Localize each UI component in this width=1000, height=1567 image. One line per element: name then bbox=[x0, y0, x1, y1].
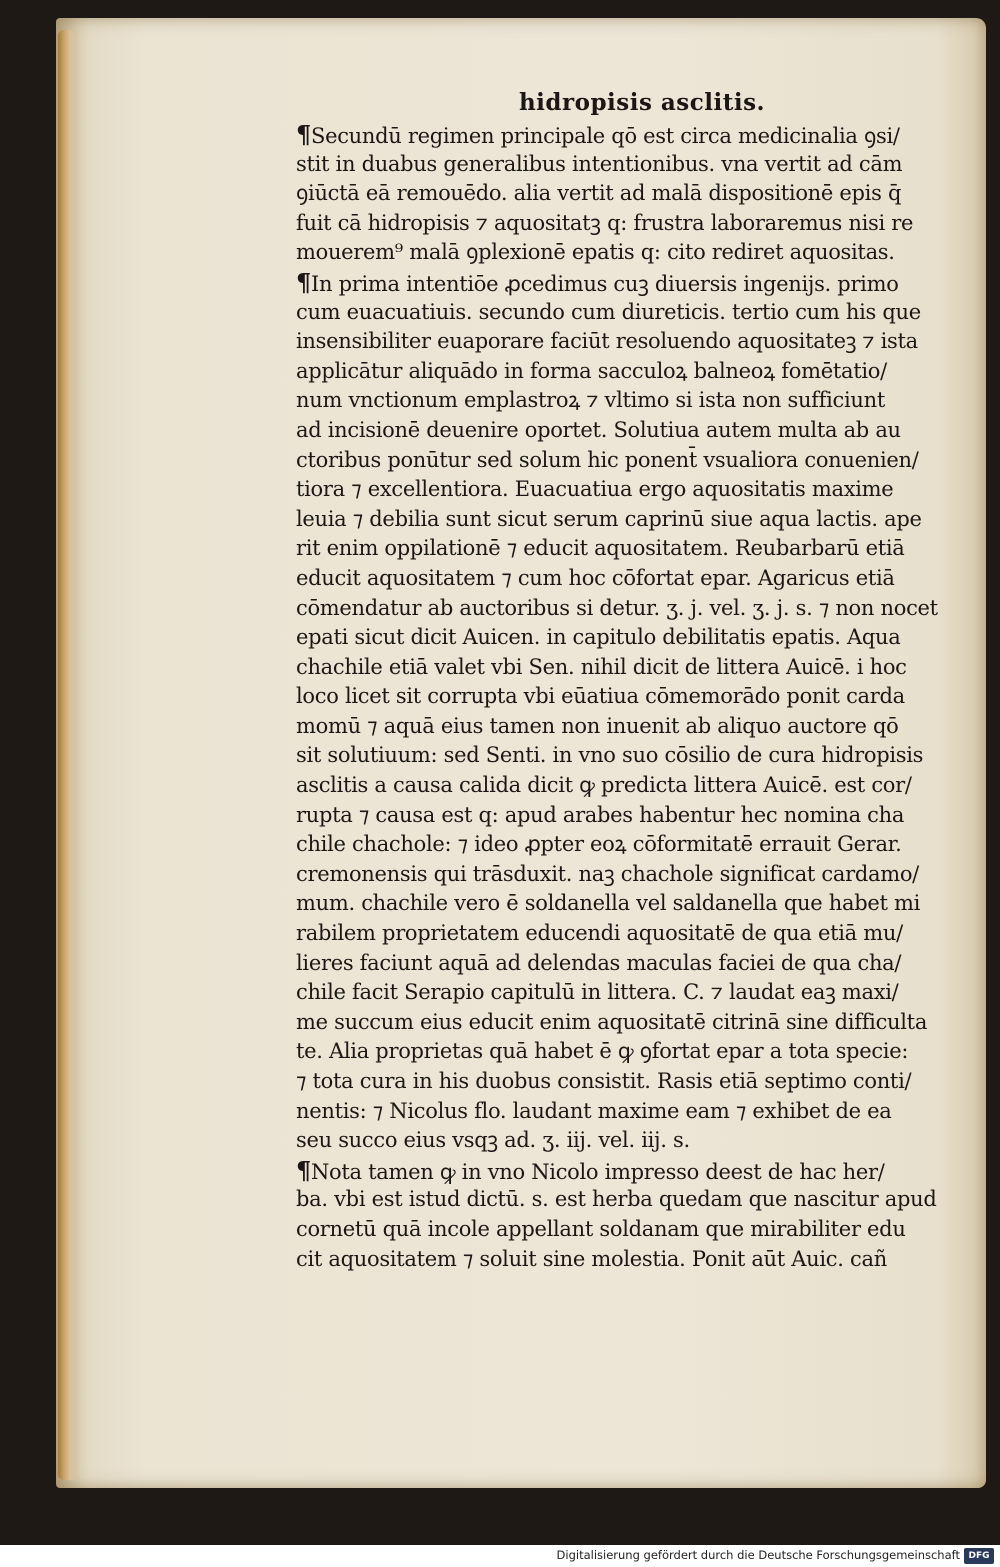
text-line bbox=[296, 475, 968, 505]
dfg-logo-icon: DFG bbox=[964, 1548, 994, 1564]
text-line bbox=[296, 357, 968, 387]
text-line bbox=[296, 1245, 968, 1275]
line-text: cornetū quā incole appellant soldanam que mirabiliter edu bbox=[296, 1216, 906, 1241]
page-binding-edge bbox=[58, 30, 80, 1480]
line-text: ad incisionē deuenire oportet. Solutiua autem multa ab au bbox=[296, 417, 901, 442]
text-line bbox=[296, 889, 968, 919]
line-text: Secundū regimen principale qō est circa medicinalia ꝯsi/ bbox=[310, 124, 900, 148]
footer-bar bbox=[0, 1545, 1000, 1567]
text-line bbox=[296, 978, 968, 1008]
line-text: stit in duabus generalibus intentionibus. vna vertit ad cām bbox=[296, 151, 903, 176]
text-line bbox=[296, 1067, 968, 1097]
text-line bbox=[296, 771, 968, 801]
line-text: cōmendatur ab auctoribus si detur. ʒ. j. vel. ʒ. j. s. ⁊ non nocet bbox=[296, 595, 938, 620]
running-header: hidropisis asclitis. bbox=[518, 89, 766, 116]
line-text: Nota tamen ꝙ in vno Nicolo impresso deest de hac her/ bbox=[310, 1159, 885, 1184]
text-line bbox=[296, 416, 968, 446]
line-text: ⁊ tota cura in his duobus consistit. Rasis etiā septimo conti/ bbox=[296, 1069, 912, 1093]
line-text: chile chachole: ⁊ ideo ꝓpter eoꝝ cōformitatē errauit Gerar. bbox=[296, 832, 902, 857]
paragraph-mark-icon: ¶ bbox=[296, 267, 311, 297]
text-line bbox=[296, 919, 968, 949]
text-line bbox=[296, 150, 968, 180]
text-line bbox=[296, 1037, 968, 1067]
text-line bbox=[296, 1097, 968, 1127]
line-text: epati sicut dicit Auicen. in capitulo debilitatis epatis. Aqua bbox=[296, 625, 901, 650]
line-text: rit enim oppilationē ⁊ educit aquositatem. Reubarbarū etiā bbox=[296, 536, 905, 561]
line-text: nentis: ⁊ Nicolus flo. laudant maxime eam ⁊ exhibet de ea bbox=[296, 1098, 892, 1123]
line-text: cremonensis qui trāsduxit. naꝫ chachole significat cardamo/ bbox=[296, 861, 919, 886]
line-text: chile facit Serapio capitulū in littera. C. ⁊ laudat eaꝫ maxi/ bbox=[296, 980, 899, 1005]
line-text: cum euacuatiuis. secundo cum diureticis. tertio cum his que bbox=[296, 299, 921, 324]
text-line bbox=[296, 949, 968, 979]
paragraph-mark-icon: ¶ bbox=[296, 120, 311, 149]
paragraph-mark-icon: ¶ bbox=[296, 1155, 311, 1185]
text-line bbox=[296, 564, 968, 594]
text-line bbox=[296, 653, 968, 683]
text-line bbox=[296, 1156, 968, 1186]
text-line bbox=[296, 238, 968, 268]
line-text: sit solutiuum: sed Senti. in vno suo cōsilio de cura hidropisis bbox=[296, 743, 924, 768]
line-text: mum. chachile vero ē soldanella vel saldanella que habet mi bbox=[296, 891, 921, 916]
line-text: applicātur aliquādo in forma sacculoꝝ balneoꝝ fomētatio/ bbox=[296, 358, 887, 383]
line-text: cit aquositatem ⁊ soluit sine molestia. Ponit aūt Auic. cañ bbox=[296, 1246, 887, 1271]
text-line bbox=[296, 209, 968, 239]
text-line bbox=[296, 801, 968, 831]
line-text: rupta ⁊ causa est q: apud arabes habentur hec nomina cha bbox=[296, 802, 905, 827]
line-text: tiora ⁊ excellentiora. Euacuatiua ergo aquositatis maxime bbox=[296, 477, 894, 502]
text-line bbox=[296, 1126, 968, 1156]
text-block bbox=[296, 86, 968, 1274]
text-line bbox=[296, 623, 968, 653]
text-line bbox=[296, 505, 968, 535]
text-line bbox=[296, 741, 968, 771]
text-line bbox=[296, 120, 968, 150]
line-text: seu succo eius vsqꝫ ad. ʒ. iij. vel. iij. s. bbox=[296, 1128, 690, 1153]
line-text: mouerem⁹ malā ꝯplexionē epatis q: cito rediret aquositas. bbox=[296, 240, 895, 265]
text-line bbox=[296, 1008, 968, 1038]
text-line bbox=[296, 1215, 968, 1245]
line-text: chachile etiā valet vbi Sen. nihil dicit de littera Auicē. i hoc bbox=[296, 654, 907, 679]
line-text: te. Alia proprietas quā habet ē ꝙ ꝯfortat epar a tota specie: bbox=[296, 1039, 909, 1064]
line-text: rabilem proprietatem educendi aquositatē de qua etiā mu/ bbox=[296, 921, 903, 946]
text-line bbox=[296, 327, 968, 357]
line-text: ba. vbi est istud dictū. s. est herba quedam que nascitur apud bbox=[296, 1187, 937, 1212]
line-text: momū ⁊ aquā eius tamen non inuenit ab aliquo auctore qō bbox=[296, 713, 899, 738]
text-line bbox=[296, 860, 968, 890]
line-text: ctoribus ponūtur sed solum hic ponent̄ vsualiora conuenien/ bbox=[296, 447, 919, 472]
text-line bbox=[296, 386, 968, 416]
text-line bbox=[296, 179, 968, 209]
text-line bbox=[296, 682, 968, 712]
line-text: lieres faciunt aquā ad delendas maculas faciei de qua cha/ bbox=[296, 950, 902, 975]
line-text: loco licet sit corrupta vbi eūatiua cōmemorādo ponit carda bbox=[296, 684, 905, 709]
text-line bbox=[296, 594, 968, 624]
line-text: insensibiliter euaporare faciūt resoluendo aquositateꝫ ⁊ ista bbox=[296, 329, 918, 354]
line-text: asclitis a causa calida dicit ꝙ predicta littera Auicē. est cor/ bbox=[296, 773, 912, 798]
text-line bbox=[296, 446, 968, 476]
line-text: num vnctionum emplastroꝝ ⁊ vltimo si ista non sufficiunt bbox=[296, 388, 886, 413]
text-line bbox=[296, 298, 968, 328]
line-text: leuia ⁊ debilia sunt sicut serum caprinū siue aqua lactis. ape bbox=[296, 506, 922, 531]
text-line bbox=[296, 534, 968, 564]
line-text: ꝯiūctā eā remouēdo. alia vertit ad malā dispositionē epis q̄ bbox=[296, 181, 902, 206]
text-line bbox=[296, 1185, 968, 1215]
text-line bbox=[296, 830, 968, 860]
text-lines bbox=[296, 120, 968, 1274]
line-text: educit aquositatem ⁊ cum hoc cōfortat epar. Agaricus etiā bbox=[296, 565, 895, 590]
funding-credit: Digitalisierung gefördert durch die Deutsche Forschungsgemeinschaft bbox=[556, 1548, 960, 1562]
line-text: In prima intentiōe ꝓcedimus cuꝫ diuersis ingenijs. primo bbox=[310, 271, 899, 296]
line-text: me succum eius educit enim aquositatē citrinā sine difficulta bbox=[296, 1009, 928, 1034]
line-text: fuit cā hidropisis ⁊ aquositatꝫ q: frustra laboraremus nisi re bbox=[296, 210, 914, 235]
text-line bbox=[296, 712, 968, 742]
text-line bbox=[296, 268, 968, 298]
